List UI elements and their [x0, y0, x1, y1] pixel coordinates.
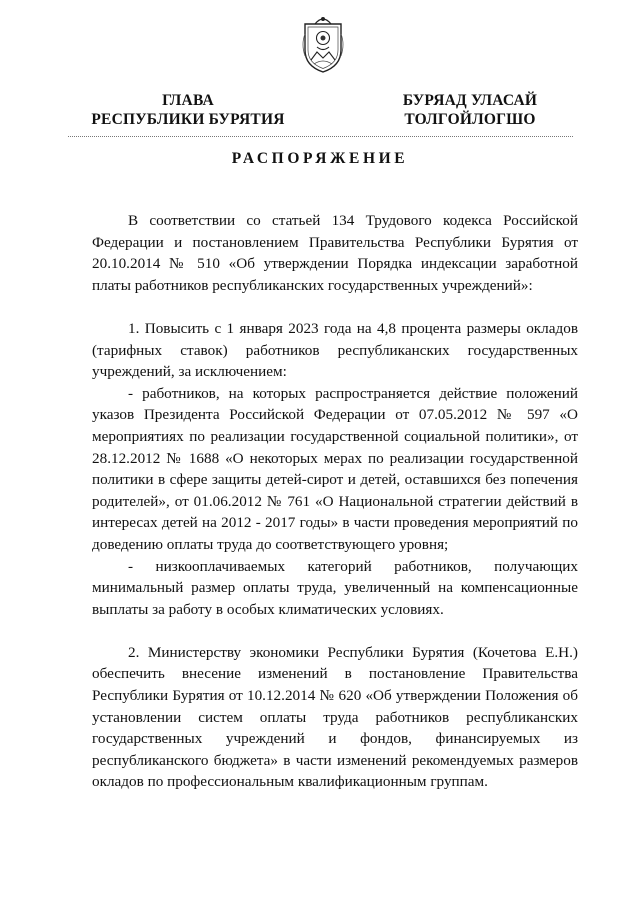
issuer-line-1: БУРЯАД УЛАСАЙ: [402, 92, 538, 109]
header-divider: [68, 136, 573, 137]
document-title: РАСПОРЯЖЕНИЕ: [231, 150, 409, 167]
item-1-exception-a: - работников, на которых распространяется действие положений указов Президента Российской Федерации от 07.05.2012 № 597 «О мероприятиях по реализации государственной социальной политики», от 28.12.2012 № 1688 «О некоторых мерах по реализации государственной политики в сфере защиты детей-сирот и детей, оставшихся без попечения родителей», от 01.06.2012 № 761 «О Национальной стратегии действий в интересах детей на 2012 - 2017 годы» в части проведения мероприятий по доведению оплаты труда до соответствующего уровня;: [92, 384, 578, 553]
issuer-header-ru: [78, 91, 298, 129]
item-1-paragraph: 1. Повысить с 1 января 2023 года на 4,8 процента размеры окладов (тарифных ставок) работников республиканских государственных учреждений, за исключением:: [92, 319, 578, 381]
issuer-line-2: ТОЛГОЙЛОГШО: [404, 111, 536, 128]
document-body: [92, 210, 578, 793]
issuer-header-bua: [375, 91, 565, 129]
issuer-line-2: РЕСПУБЛИКИ БУРЯТИЯ: [91, 111, 285, 128]
issuer-line-1: ГЛАВА: [162, 92, 214, 109]
coat-of-arms-icon: [300, 14, 346, 74]
preamble-paragraph: В соответствии со статьей 134 Трудового кодекса Российской Федерации и постановлением Правительства Республики Бурятия от 20.10.2014 № 510 «Об утверждении Порядка индексации заработной платы работников республиканских государственных учреждений»:: [92, 212, 578, 294]
item-2-paragraph: 2. Министерству экономики Республики Бурятия (Кочетова Е.Н.) обеспечить внесение изменений в постановление Правительства Республики Бурятия от 10.12.2014 № 620 «Об утверждении Положения об установлении систем оплаты труда работников республиканских государственных учреждений и фондов, финансируемых из республиканского бюджета» в части изменений рекомендуемых размеров окладов по профессиональным квалификационным группам.: [92, 643, 578, 791]
item-1-exception-b: - низкооплачиваемых категорий работников, получающих минимальный размер оплаты труда, увеличенный на компенсационные выплаты за работу в особых климатических условиях.: [92, 557, 578, 618]
